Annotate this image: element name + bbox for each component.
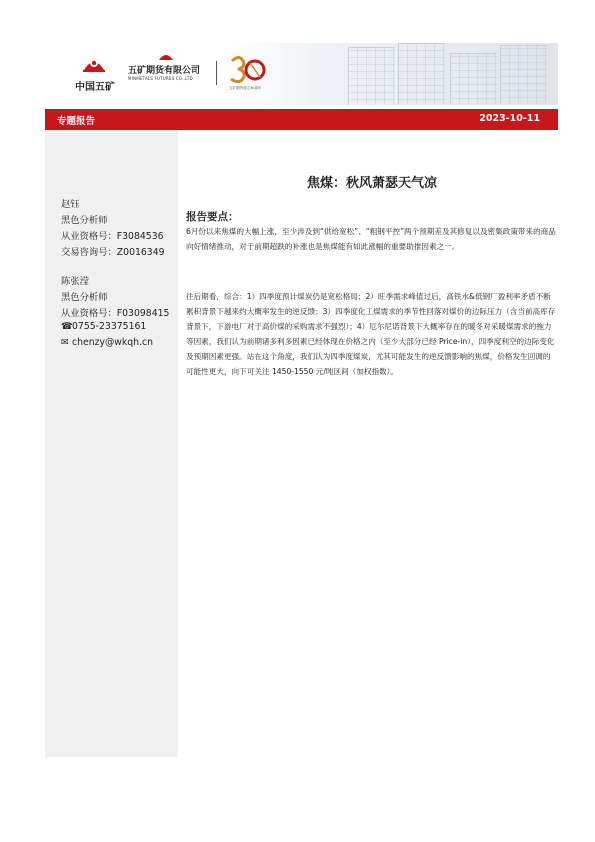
header-background	[228, 43, 558, 105]
analyst-phone: 0755-23375161	[72, 321, 147, 332]
page-header	[45, 43, 558, 105]
report-type: 专题报告	[57, 116, 96, 127]
summary-paragraph-2: 往后期看，综合：1）四季度预计煤炭仍是宽松格局；2）旺季需求峰值过后，高铁水&低钢厂盈利率矛盾不断累积背景下越来约大概率发生的逆反馈；3）四季度化工煤需求的季节性回落对煤价的边际压力（含当前高库存背景下，下游电厂对于高价煤的采购需求不强烈）；4）厄尔尼诺背景下大概率存在的暖冬对采暖煤需求的拖力等因素，我们认为前期诸多利多因素已经体现在价格之内（至少大部分已经 Price-in），四季度利空的边际变化及预期因素更强。站在这个角度，我们认为四季度煤炭，尤其可能发生的逆反馈影响的焦煤，价格发生回调的可能性更大，向下可关注 1450-1550 元/吨区间（加权指数）。	[186, 292, 556, 376]
report-date: 2023-10-11	[479, 113, 540, 124]
email-icon: ✉	[61, 337, 69, 348]
analyst-consult-license: 交易咨询号：Z0016349	[61, 247, 165, 258]
company-emblem-icon	[158, 50, 174, 62]
minmetals-logo-icon	[81, 52, 107, 74]
summary-paragraph-1: 6月份以来焦煤的大幅上涨，至少涉及到“供给宽松”、“粗钢平控”两个预期差及其修复以及密集政策带来的商品向好情绪推动，对于前期超跌的补涨也是焦煤能有如此涨幅的重要助推因素之一。	[186, 227, 556, 251]
analyst-email[interactable]: chenzy@wkqh.cn	[72, 337, 154, 348]
group-logo-text: 中国五矿	[75, 82, 115, 93]
analyst-phone-row	[61, 321, 146, 332]
phone-icon: ☎	[61, 321, 73, 332]
analyst-license: 从业资格号：F03098415	[61, 308, 170, 319]
report-banner	[45, 109, 558, 130]
building-graphic	[450, 53, 497, 105]
anniversary-caption: 五矿期货成立30周年	[229, 86, 262, 90]
building-graphic	[348, 47, 395, 105]
header-divider	[216, 61, 217, 85]
building-graphic	[398, 43, 445, 105]
section-heading: 报告要点：	[186, 211, 239, 223]
analyst-name: 陈张滢	[61, 276, 89, 287]
company-name-cn: 五矿期货有限公司	[128, 66, 201, 76]
anniversary-30-icon	[229, 55, 267, 85]
report-title: 焦煤：秋风萧瑟天气凉	[306, 176, 437, 191]
analyst-title: 黑色分析师	[61, 215, 108, 226]
company-name-en: MINMETALS FUTURES CO.,LTD	[128, 76, 193, 81]
analyst-title: 黑色分析师	[61, 292, 108, 303]
analyst-email-row	[61, 337, 153, 348]
analyst-name: 赵钰	[61, 199, 80, 210]
analyst-license: 从业资格号：F3084536	[61, 231, 164, 242]
building-graphic	[500, 45, 547, 104]
